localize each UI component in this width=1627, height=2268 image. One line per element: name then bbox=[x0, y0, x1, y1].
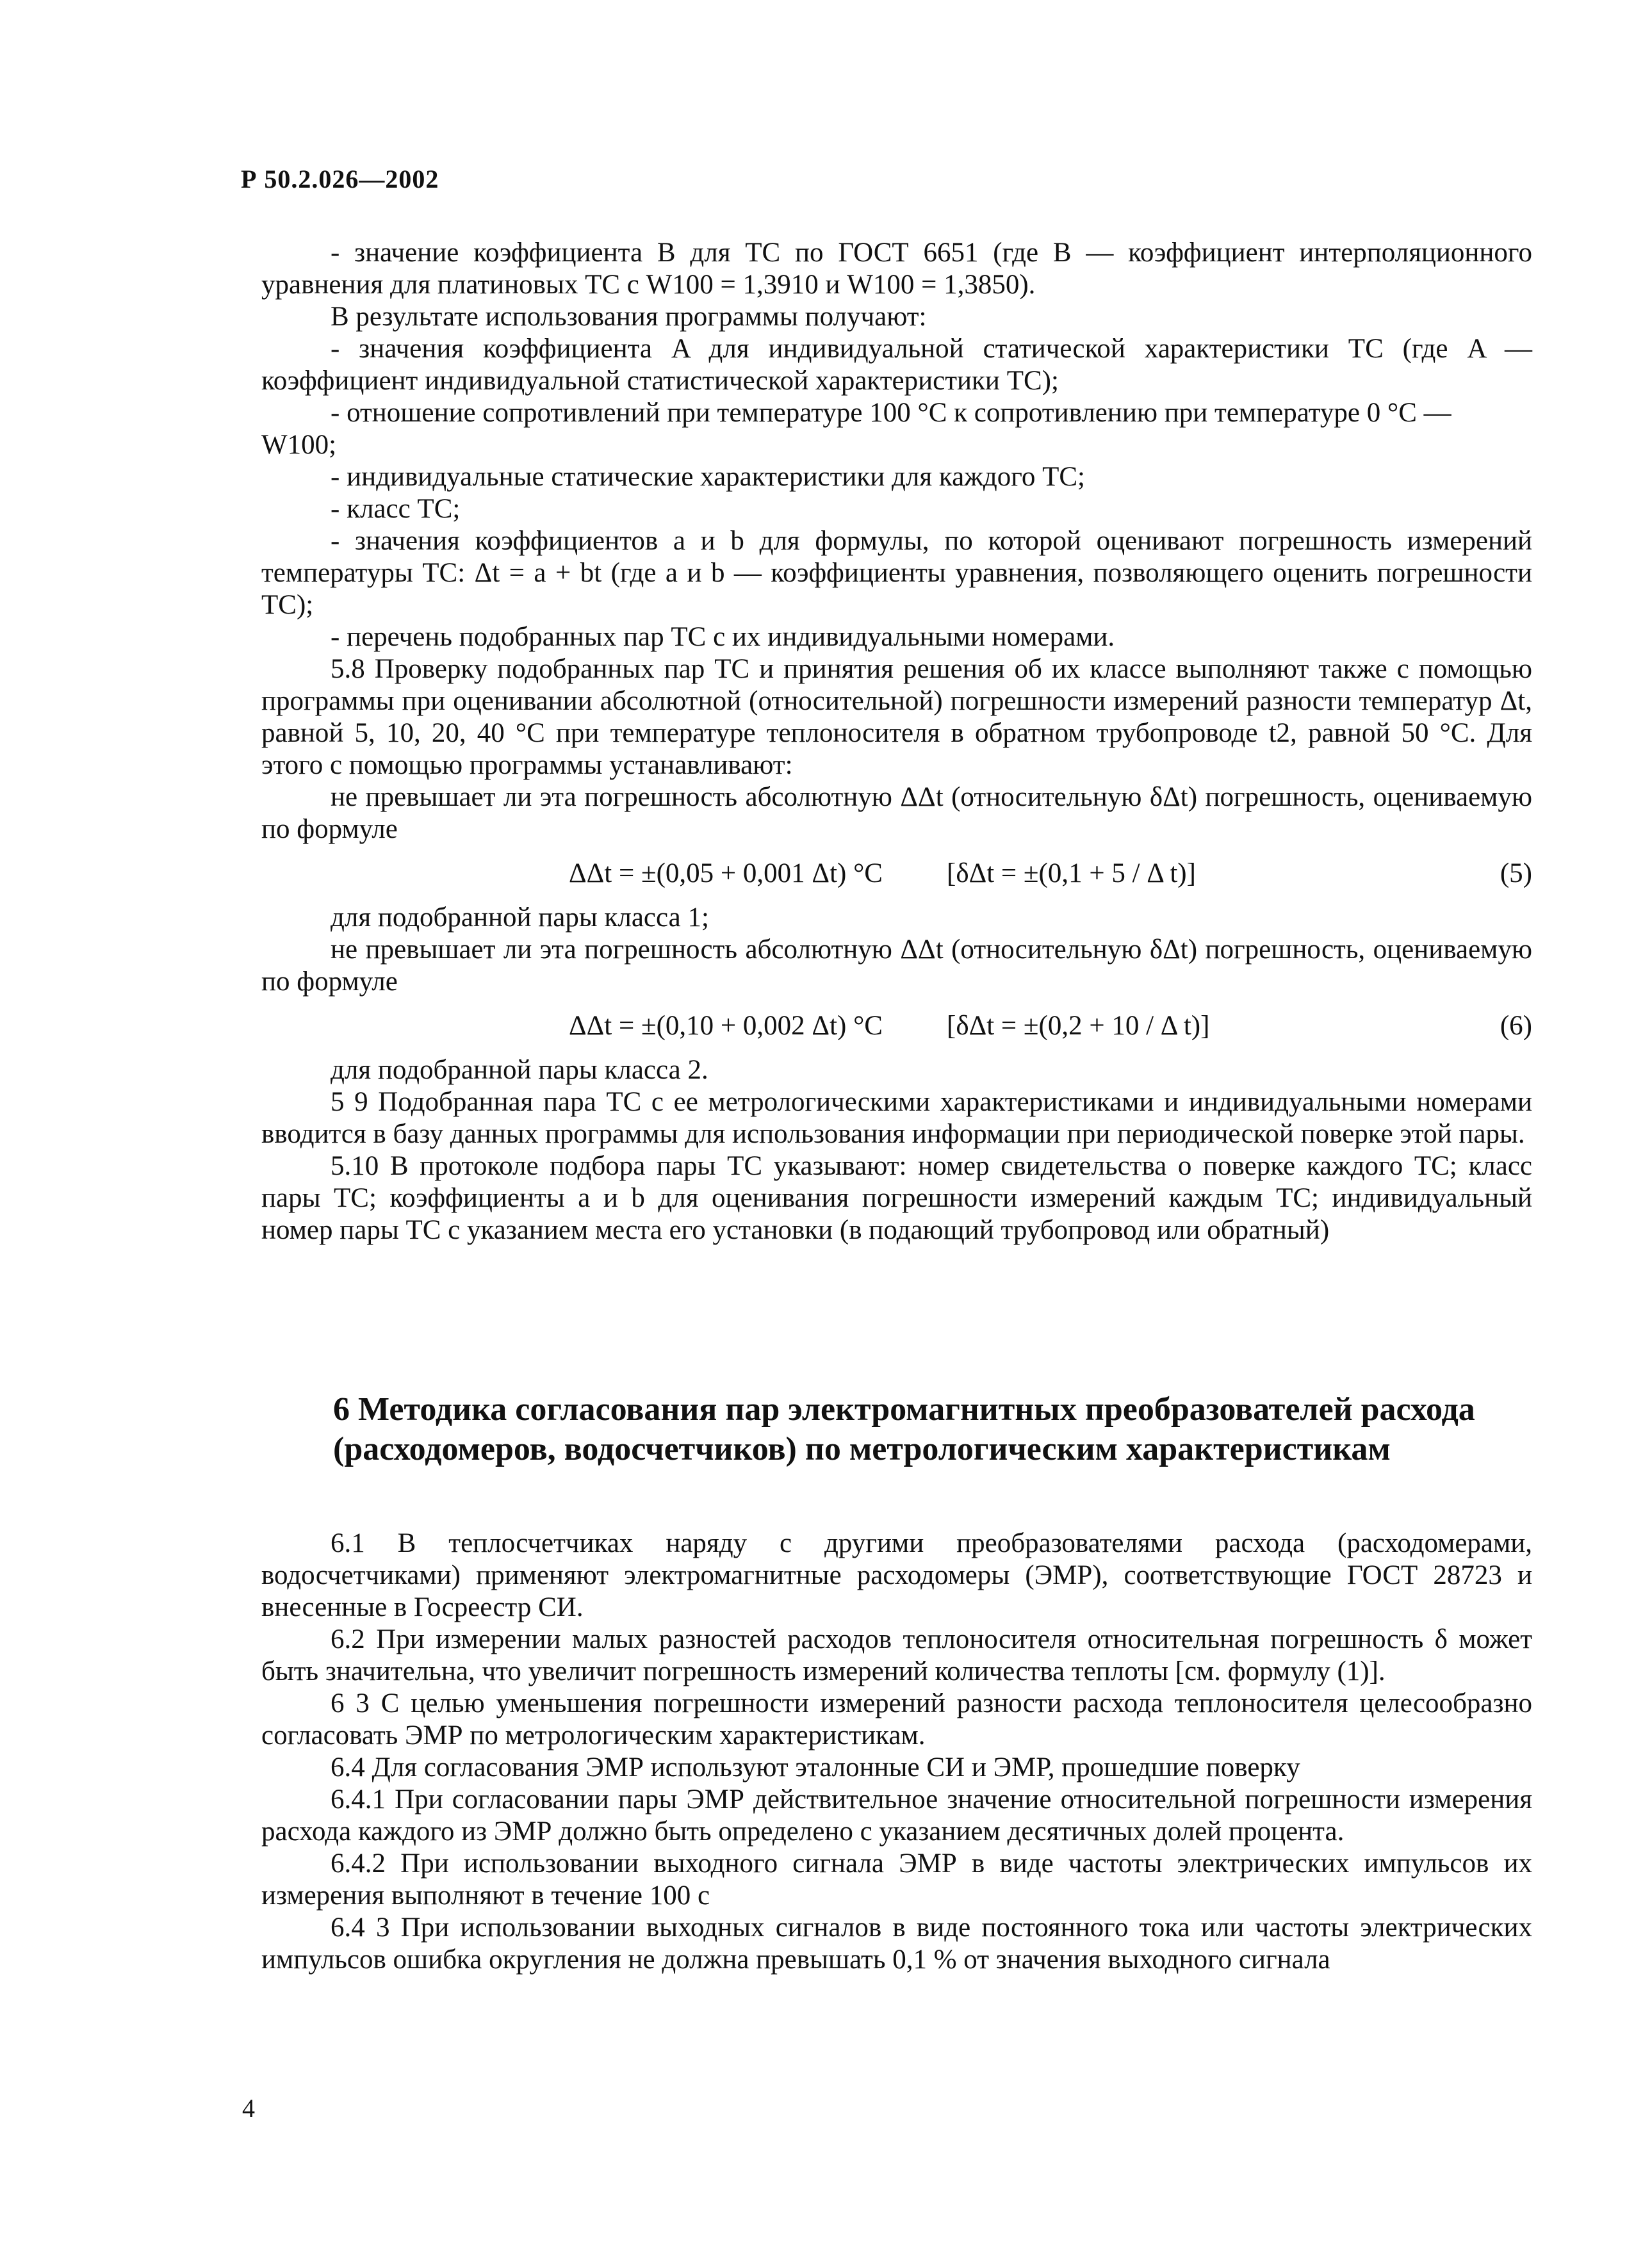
paragraph-5-8: 5.8 Проверку подобранных пар ТС и принятия решения об их классе выполняют также с помощью программы при оценивании абсолютной (относительной) погрешности измерений разности температур Δt, равной 5, 10, 20, 40 °С при температуре теплоносителя в обратном трубопроводе t2, равной 50 °С. Для этого с помощью программы устанавливают: bbox=[261, 654, 1532, 780]
paragraph-6-4-2: 6.4.2 При использовании выходного сигнала ЭМР в виде частоты электрических импульсов их измерения выполняют в течение 100 с bbox=[261, 1848, 1532, 1911]
paragraph: - отношение сопротивлений при температуре 100 °С к сопротивлению при температуре 0 °С — bbox=[331, 398, 1451, 428]
formula-6-number: (6) bbox=[1500, 1011, 1532, 1041]
paragraph: - перечень подобранных пар ТС с их индивидуальными номерами. bbox=[331, 622, 1115, 652]
paragraph: не превышает ли эта погрешность абсолютную ΔΔt (относительную δΔt) погрешность, оцениваемую по формуле bbox=[261, 782, 1532, 844]
paragraph-6-4-1: 6.4.1 При согласовании пары ЭМР действительное значение относительной погрешности измерения расхода каждого из ЭМР должно быть определено с указанием десятичных долей процента. bbox=[261, 1784, 1532, 1847]
paragraph: - значение коэффициента B для ТС по ГОСТ 6651 (где B — коэффициент интерполяционного уравнения для платиновых ТС с W100 = 1,3910 и W100 = 1,3850). bbox=[261, 238, 1532, 300]
formula-6 bbox=[261, 998, 1532, 1054]
paragraph: В результате использования программы получают: bbox=[331, 302, 927, 332]
formula-5-number: (5) bbox=[1500, 858, 1532, 888]
formula-6-absolute: ΔΔt = ±(0,10 + 0,002 Δt) °С bbox=[569, 1011, 883, 1041]
paragraph: - класс ТС; bbox=[331, 494, 461, 524]
section5-text bbox=[261, 237, 1532, 1246]
page-number: 4 bbox=[242, 2094, 255, 2123]
paragraph: для подобранной пары класса 1; bbox=[331, 902, 709, 933]
paragraph-5-10: 5.10 В протоколе подбора пары ТС указывают: номер свидетельства о поверке каждого ТС; класс пары ТС; коэффициенты a и b для оценивания погрешности измерений каждым ТС; индивидуальный номер пары ТС с указанием места его установки (в подающий трубопровод или обратный) bbox=[261, 1151, 1532, 1245]
section6-heading-line2: (расходомеров, водосчетчиков) по метрологическим характеристикам bbox=[333, 1431, 1391, 1467]
paragraph-5-9: 5 9 Подобранная пара ТС с ее метрологическими характеристиками и индивидуальными номерами вводится в базу данных программы для использования информации при периодической поверке этой пары. bbox=[261, 1087, 1532, 1149]
document-code: Р 50.2.026—2002 bbox=[241, 165, 439, 193]
paragraph-6-4-3: 6.4 3 При использовании выходных сигналов в виде постоянного тока или частоты электрических импульсов ошибка округления не должна превышать 0,1 % от значения выходного сигнала bbox=[261, 1913, 1532, 1975]
section6-heading-line1: 6 Методика согласования пар электромагнитных преобразователей расхода bbox=[333, 1391, 1475, 1428]
paragraph-6-4: 6.4 Для согласования ЭМР используют эталонные СИ и ЭМР, прошедшие поверку bbox=[331, 1752, 1300, 1783]
paragraph: - значения коэффициента A для индивидуальной статической характеристики ТС (где A — коэффициент индивидуальной статистической характеристики ТС); bbox=[261, 334, 1532, 396]
formula-5-relative: [δΔt = ±(0,1 + 5 / Δ t)] bbox=[947, 858, 1196, 888]
paragraph: W100; bbox=[261, 430, 337, 460]
paragraph: - индивидуальные статические характеристики для каждого ТС; bbox=[331, 462, 1086, 492]
formula-5-absolute: ΔΔt = ±(0,05 + 0,001 Δt) °С bbox=[569, 858, 883, 888]
formula-6-relative: [δΔt = ±(0,2 + 10 / Δ t)] bbox=[947, 1011, 1210, 1041]
paragraph-6-1: 6.1 В теплосчетчиках наряду с другими преобразователями расхода (расходомерами, водосчетчиками) применяют электромагнитные расходомеры (ЭМР), соответствующие ГОСТ 28723 и внесенные в Госреестр СИ. bbox=[261, 1528, 1532, 1622]
paragraph-6-3: 6 3 С целью уменьшения погрешности измерений разности расхода теплоносителя целесообразно согласовать ЭМР по метрологическим характеристикам. bbox=[261, 1688, 1532, 1750]
paragraph: - значения коэффициентов a и b для формулы, по которой оценивают погрешность измерений температуры ТС: Δt = a + bt (где a и b — коэффициенты уравнения, позволяющего оценить погрешности ТС); bbox=[261, 526, 1532, 620]
paragraph-6-2: 6.2 При измерении малых разностей расходов теплоносителя относительная погрешность δ может быть значительна, что увеличит погрешность измерений количества теплоты [см. формулу (1)]. bbox=[261, 1624, 1532, 1686]
formula-5 bbox=[261, 845, 1532, 902]
paragraph: для подобранной пары класса 2. bbox=[331, 1055, 708, 1085]
section6-heading bbox=[333, 1390, 1486, 1469]
section6-text bbox=[261, 1528, 1532, 1976]
paragraph: не превышает ли эта погрешность абсолютную ΔΔt (относительную δΔt) погрешность, оцениваемую по формуле bbox=[261, 934, 1532, 997]
